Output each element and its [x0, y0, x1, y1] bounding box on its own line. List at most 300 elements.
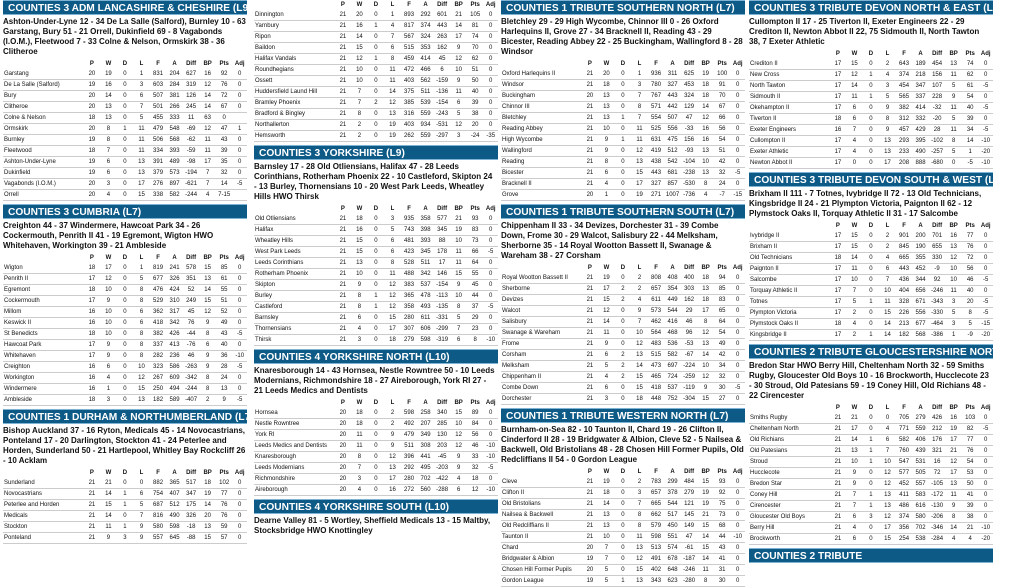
stat-cell: 24	[216, 373, 233, 384]
stat-cell: 13	[879, 147, 896, 158]
stat-cell: 21	[830, 424, 847, 435]
stat-cell: 365	[166, 478, 183, 489]
column-header: L	[637, 469, 642, 475]
column-header: A	[423, 400, 428, 406]
stat-cell: 13	[199, 522, 216, 533]
stat-cell: 12	[467, 485, 484, 496]
stat-cell: 14	[846, 253, 863, 264]
stat-cell: 472	[401, 65, 418, 76]
stat-cell: -5	[232, 179, 247, 190]
table-row	[749, 253, 993, 264]
team-name: Cheltenham North	[749, 424, 830, 435]
stat-cell: 11	[631, 135, 648, 146]
stat-cell: 14	[384, 87, 401, 98]
stat-cell: 11	[450, 258, 467, 269]
stat-cell: -136	[434, 87, 451, 98]
stat-cell: -5	[978, 103, 993, 114]
stat-cell: 544	[664, 306, 681, 317]
stat-cell: 21	[582, 361, 599, 372]
stat-cell: 21	[450, 214, 467, 225]
stat-cell: 39	[467, 98, 484, 109]
table-row	[501, 168, 745, 179]
stat-cell: 16	[697, 124, 714, 135]
stat-cell: 0	[368, 10, 385, 21]
stat-cell: 7	[351, 463, 368, 474]
stat-cell: 8	[467, 335, 484, 346]
team-name: Exeter Athletic	[749, 147, 830, 158]
stat-cell: 9	[384, 430, 401, 441]
column-header: L	[885, 51, 890, 57]
column-header: L	[139, 61, 144, 67]
stat-cell: 1	[615, 576, 632, 587]
stat-cell: 76	[216, 80, 233, 91]
stat-cell: 511	[401, 441, 418, 452]
stat-cell: 936	[648, 69, 665, 80]
stat-cell: -20	[978, 534, 993, 545]
stat-cell: 3	[100, 395, 117, 406]
stat-cell: 12	[631, 339, 648, 350]
table-row	[501, 113, 745, 124]
stat-cell: 11	[384, 269, 401, 280]
stat-cell: 85	[714, 284, 731, 295]
stat-cell: 15	[100, 500, 117, 511]
stat-cell: 21	[100, 478, 117, 489]
stat-cell: 7-15	[216, 190, 233, 201]
stat-cell: 429	[912, 125, 929, 136]
table-header-row	[749, 221, 993, 231]
stat-cell: 3	[384, 214, 401, 225]
team-name: Brockworth	[749, 534, 830, 545]
column-header: L	[637, 61, 642, 67]
team-name: Baildon	[254, 43, 335, 54]
stat-cell: -343	[929, 297, 946, 308]
stat-cell: 12	[879, 479, 896, 490]
team-name: Chard	[501, 543, 582, 554]
stat-cell: 20	[335, 485, 352, 496]
stat-cell: -93	[681, 146, 698, 157]
stat-cell: 54	[714, 328, 731, 339]
team-name: Old Bristolians	[501, 499, 582, 510]
stat-cell: 4	[450, 474, 467, 485]
stat-cell: 4	[199, 190, 216, 201]
stat-cell: -20	[978, 330, 993, 341]
stat-cell: 0	[117, 329, 134, 340]
team-name: Kingsbridge II	[749, 330, 830, 341]
stat-cell: 21	[830, 446, 847, 457]
stat-cell: 54	[714, 135, 731, 146]
stat-cell: 643	[896, 59, 913, 70]
stat-cell: 52	[216, 307, 233, 318]
column-header: A	[670, 265, 675, 271]
stat-cell: 17	[830, 231, 847, 242]
table-header-row	[501, 467, 745, 477]
table-row	[254, 280, 498, 291]
stat-cell: 21	[335, 54, 352, 65]
stat-cell: 47	[681, 532, 698, 543]
stat-cell: 4	[384, 21, 401, 32]
stat-cell: 677	[150, 274, 167, 285]
stat-cell: -104	[681, 157, 698, 168]
column-header: Adj	[732, 469, 743, 475]
table-row	[254, 32, 498, 43]
stat-cell: 396	[401, 452, 418, 463]
team-name: Aireborough	[254, 485, 335, 496]
stat-cell: 705	[896, 413, 913, 424]
table-row	[749, 424, 993, 435]
stat-cell: 27	[714, 394, 731, 405]
stat-cell: 0	[615, 157, 632, 168]
stat-cell: 16	[697, 135, 714, 146]
stat-cell: 21	[335, 269, 352, 280]
stat-cell: 4	[351, 324, 368, 335]
league-block	[749, 172, 1004, 341]
table-row	[3, 340, 247, 351]
stat-cell: -5	[232, 362, 247, 373]
stat-cell: 648	[664, 565, 681, 576]
stat-cell: 21	[962, 523, 979, 534]
stat-cell: 57	[216, 533, 233, 544]
stat-cell: 19	[598, 477, 615, 488]
stat-cell: 12	[450, 54, 467, 65]
column-header: P	[340, 2, 345, 8]
stat-cell: 414	[417, 54, 434, 65]
stat-cell: 15	[598, 295, 615, 306]
stat-cell: 40	[467, 87, 484, 98]
table-row	[501, 394, 745, 405]
stat-cell: -59	[183, 146, 200, 157]
stat-cell: 515	[648, 350, 665, 361]
stat-cell: 280	[401, 474, 418, 485]
stat-cell: 0	[368, 131, 385, 142]
stat-cell: -10	[483, 452, 498, 463]
stat-cell: 15	[199, 263, 216, 274]
table-row	[254, 313, 498, 324]
stat-cell: 9	[450, 463, 467, 474]
team-name: Wallingford	[501, 146, 582, 157]
team-name: Windsor	[501, 80, 582, 91]
stat-cell: 845	[896, 242, 913, 253]
stat-cell: 76	[216, 500, 233, 511]
stat-cell: 81	[467, 21, 484, 32]
stat-cell: 345	[434, 225, 451, 236]
stat-cell: 292	[401, 463, 418, 474]
stat-cell: 14	[199, 285, 216, 296]
stat-cell: 15	[697, 394, 714, 405]
table-row	[254, 247, 498, 258]
stat-cell: 249	[183, 296, 200, 307]
stat-cell: 10	[945, 264, 962, 275]
stat-cell: 517	[664, 510, 681, 521]
column-header: A	[918, 223, 923, 229]
stat-cell: 149	[681, 521, 698, 532]
stat-cell: 9	[199, 351, 216, 362]
stat-cell: 2	[615, 284, 632, 295]
stat-cell: 0	[232, 318, 247, 329]
stat-cell: 0	[615, 80, 632, 91]
stat-cell: 2	[615, 295, 632, 306]
stat-cell: -346	[929, 523, 946, 534]
stat-cell: 11	[697, 565, 714, 576]
stat-cell: 454	[896, 81, 913, 92]
stat-cell: 419	[648, 146, 665, 157]
stat-cell: 0	[483, 474, 498, 485]
stat-cell: 0	[863, 147, 880, 158]
stat-cell: 7	[100, 146, 117, 157]
stat-cell: 0	[730, 273, 745, 284]
stat-cell: 20	[335, 452, 352, 463]
stat-cell: 17	[697, 306, 714, 317]
stat-cell: 31	[714, 565, 731, 576]
stat-cell: -464	[929, 319, 946, 330]
table-row	[501, 499, 745, 510]
stat-cell: 0	[730, 146, 745, 157]
stat-cell: 0	[730, 565, 745, 576]
stat-cell: 4	[100, 373, 117, 384]
column-header: W	[356, 206, 363, 212]
team-name: Barnsley	[254, 313, 335, 324]
stat-cell: 0	[483, 225, 498, 236]
league-title: COUNTIES 3 ADM LANCASHIRE & CHESHIRE (L9)	[3, 0, 247, 15]
stat-cell: 438	[648, 157, 665, 168]
table-header-row	[3, 253, 247, 263]
stat-cell: 19	[384, 120, 401, 131]
stat-cell: 358	[401, 302, 418, 313]
stat-cell: 21	[582, 69, 599, 80]
stat-cell: 11	[945, 490, 962, 501]
stat-cell: 9	[598, 146, 615, 157]
team-name: Sidmouth II	[749, 92, 830, 103]
stat-cell: 18	[467, 474, 484, 485]
stat-cell: 21	[582, 179, 599, 190]
stat-cell: 0	[483, 98, 498, 109]
stat-cell: 258	[417, 408, 434, 419]
stat-cell: 557	[912, 479, 929, 490]
stat-cell: -299	[434, 324, 451, 335]
stat-cell: 0	[117, 395, 134, 406]
stat-cell: 17	[84, 351, 101, 362]
table-row	[254, 408, 498, 419]
team-name: Workington	[3, 373, 84, 384]
stat-cell: -18	[183, 522, 200, 533]
column-header: Adj	[980, 405, 991, 411]
stat-cell: -246	[681, 565, 698, 576]
stat-cell: 0	[863, 253, 880, 264]
stat-cell: 494	[166, 384, 183, 395]
table-row	[749, 147, 993, 158]
stat-cell: 83	[714, 295, 731, 306]
stat-cell: 0	[232, 296, 247, 307]
stat-cell: 37	[467, 302, 484, 313]
stat-cell: 0	[978, 114, 993, 125]
table-row	[3, 318, 247, 329]
stat-cell: 0	[615, 554, 632, 565]
stat-cell: 21	[582, 317, 599, 328]
stat-cell: 0	[232, 373, 247, 384]
table-row	[254, 214, 498, 225]
stat-cell: 156	[681, 135, 698, 146]
stat-cell: 5	[133, 113, 150, 124]
stat-cell: 0	[232, 522, 247, 533]
table-row	[3, 124, 247, 135]
stat-cell: 560	[417, 485, 434, 496]
stat-cell: 51	[216, 296, 233, 307]
stat-cell: 0	[863, 523, 880, 534]
stat-cell: 12	[450, 430, 467, 441]
stat-cell: 0	[232, 274, 247, 285]
stat-cell: 21	[335, 109, 352, 120]
stat-cell: 0	[483, 21, 498, 32]
stat-cell: 21	[335, 291, 352, 302]
stat-cell: 17	[879, 523, 896, 534]
stat-cell: 17	[631, 179, 648, 190]
stat-cell: 33	[467, 452, 484, 463]
stat-cell: 506	[150, 135, 167, 146]
stat-cell: 56	[714, 124, 731, 135]
team-name: Berry Hill	[749, 523, 830, 534]
team-name: Nailsea & Backwell	[501, 510, 582, 521]
column-header: A	[918, 51, 923, 57]
table-row	[254, 269, 498, 280]
stat-cell: 19	[631, 190, 648, 201]
stat-cell: 21	[830, 523, 847, 534]
team-name: Reading Abbey	[501, 124, 582, 135]
stat-cell: 655	[929, 242, 946, 253]
column-header: L	[885, 223, 890, 229]
stat-cell: 362	[150, 307, 167, 318]
stat-cell: 323	[150, 362, 167, 373]
team-name: Hornsea	[254, 408, 335, 419]
stat-cell: 403	[401, 76, 418, 87]
stat-cell: 8	[199, 329, 216, 340]
stat-cell: 21	[582, 102, 599, 113]
stat-cell: 17	[199, 157, 216, 168]
stat-cell: 598	[648, 532, 665, 543]
stat-cell: 40	[962, 286, 979, 297]
stat-cell: 12	[384, 98, 401, 109]
stat-cell: 0	[863, 424, 880, 435]
stat-cell: 66	[467, 247, 484, 258]
column-header: D	[373, 2, 379, 8]
league-title: COUNTIES 3 YORKSHIRE (L9)	[254, 145, 498, 160]
table-row	[254, 98, 498, 109]
stat-cell: -5	[978, 297, 993, 308]
stat-cell: 44	[467, 291, 484, 302]
stat-cell: 9	[199, 318, 216, 329]
stat-cell: 606	[417, 324, 434, 335]
stat-cell: 1	[863, 70, 880, 81]
table-row	[3, 395, 247, 406]
stat-cell: 20	[335, 441, 352, 452]
stat-cell: 8	[351, 452, 368, 463]
table-row	[254, 474, 498, 485]
stat-cell: 0	[232, 91, 247, 102]
stat-cell: 0	[863, 468, 880, 479]
team-name: Clitheroe	[3, 102, 84, 113]
stat-cell: 16	[100, 80, 117, 91]
stat-cell: 0	[730, 510, 745, 521]
league-block	[3, 0, 252, 201]
team-name: Old Otliensians	[254, 214, 335, 225]
stat-cell: 0	[368, 324, 385, 335]
stat-cell: 42	[714, 350, 731, 361]
stat-cell: 21	[335, 98, 352, 109]
stat-cell: 263	[434, 32, 451, 43]
league-title: COUNTIES 4 YORKSHIRE SOUTH (L10)	[254, 499, 498, 514]
stat-cell: 13	[216, 384, 233, 395]
column-header: Diff	[684, 61, 695, 67]
stat-cell: 182	[896, 330, 913, 341]
league-title: COUNTIES 2 TRIBUTE GLOUCESTERSHIRE NORTH (L8)	[749, 344, 993, 359]
stat-cell: 0	[730, 499, 745, 510]
stat-cell: 0	[368, 430, 385, 441]
stat-cell: 14	[450, 21, 467, 32]
stat-cell: 12	[100, 274, 117, 285]
table-row	[3, 511, 247, 522]
team-name: Novocastrians	[3, 489, 84, 500]
stat-cell: 0	[863, 264, 880, 275]
stat-cell: 76	[216, 511, 233, 522]
stat-cell: 74	[467, 32, 484, 43]
stat-cell: 21	[335, 76, 352, 87]
stat-cell: 107	[929, 81, 946, 92]
stat-cell: 678	[664, 554, 681, 565]
team-name: Ashton-Under-Lyne	[3, 157, 84, 168]
stat-cell: 4	[879, 253, 896, 264]
stat-cell: 299	[664, 477, 681, 488]
stat-cell: 72	[962, 253, 979, 264]
stat-cell: -342	[183, 373, 200, 384]
stat-cell: 73	[467, 236, 484, 247]
stat-cell: 450	[664, 521, 681, 532]
stat-cell: 50	[467, 76, 484, 87]
stat-cell: 14	[697, 554, 714, 565]
stat-cell: 577	[434, 214, 451, 225]
stat-cell: 14	[216, 179, 233, 190]
stat-cell: 1	[133, 69, 150, 80]
stat-cell: 0	[232, 135, 247, 146]
stat-cell: 0	[863, 479, 880, 490]
stat-cell: 303	[681, 284, 698, 295]
stat-cell: 121	[681, 499, 698, 510]
stat-cell: 65	[714, 306, 731, 317]
stat-cell: 17	[84, 274, 101, 285]
stat-cell: 34	[962, 125, 979, 136]
stat-cell: 12	[697, 328, 714, 339]
column-header: L	[885, 405, 890, 411]
table-row	[254, 43, 498, 54]
stat-cell: 17	[830, 297, 847, 308]
team-column-header	[3, 468, 84, 478]
stat-cell: 0	[730, 372, 745, 383]
stat-cell: 12	[598, 306, 615, 317]
stat-cell: 15	[631, 565, 648, 576]
team-name: De La Salle (Salford)	[3, 80, 84, 91]
stat-cell: 92	[714, 488, 731, 499]
table-row	[3, 384, 247, 395]
stat-cell: -238	[681, 168, 698, 179]
stat-cell: 13	[697, 284, 714, 295]
stat-cell: 0	[863, 231, 880, 242]
stat-cell: 21	[582, 168, 599, 179]
stat-cell: 13	[879, 501, 896, 512]
stat-cell: 17	[384, 474, 401, 485]
stat-cell: 84	[467, 419, 484, 430]
team-name: Exeter Engineers	[749, 125, 830, 136]
stat-cell: 0	[368, 43, 385, 54]
stat-cell: 0	[615, 328, 632, 339]
stat-cell: 21	[830, 512, 847, 523]
stat-cell: 459	[401, 54, 418, 65]
